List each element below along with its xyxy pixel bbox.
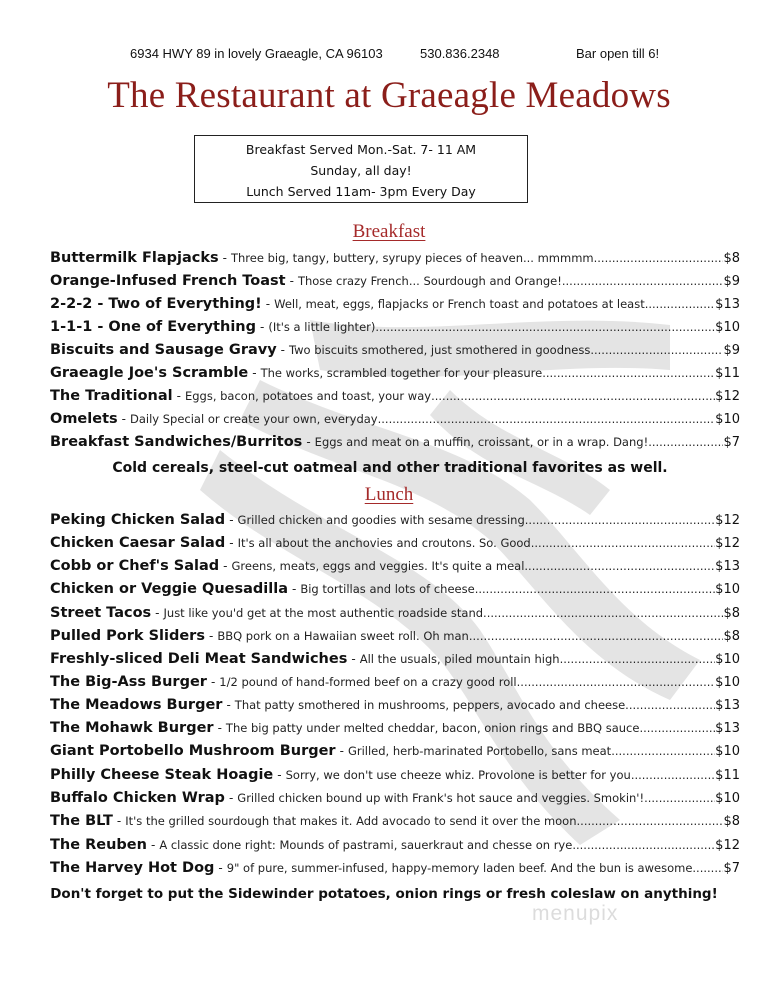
- item-description: Daily Special or create your own, everyday: [129, 412, 378, 426]
- item-name: Cobb or Chef's Salad: [50, 558, 220, 574]
- item-price: $10: [715, 675, 740, 690]
- item-description: All the usuals, piled mountain high: [359, 652, 560, 666]
- menu-item: Orange-Infused French Toast - Those crazy French... Sourdough and Orange! ..... $9: [50, 273, 740, 295]
- item-description: 1/2 pound of hand-formed beef on a crazy good roll: [219, 675, 517, 689]
- hours-line-breakfast: Breakfast Served Mon.-Sat. 7- 11 AM: [245, 142, 477, 157]
- item-description: Two biscuits smothered, just smothered in goodness: [289, 343, 591, 357]
- item-description: 9" of pure, summer-infused, happy-memory laden beef. And the bun is awesome: [226, 861, 693, 875]
- item-price: $10: [715, 744, 740, 759]
- item-name: The Mohawk Burger: [50, 720, 214, 736]
- restaurant-title: The Restaurant at Graeagle Meadows: [107, 75, 671, 116]
- item-description: (It's a little lighter): [268, 320, 376, 334]
- breakfast-note: Cold cereals, steel-cut oatmeal and other traditional favorites as well.: [112, 460, 668, 476]
- item-price: $13: [715, 297, 740, 312]
- item-name: The Traditional: [50, 388, 173, 404]
- menu-item: 2-2-2 - Two of Everything! - Well, meat, eggs, flapjacks or French toast and potatoes at least ..... $13: [50, 296, 740, 318]
- item-price: $13: [715, 559, 740, 574]
- menu-item: The Mohawk Burger - The big patty under melted cheddar, bacon, onion rings and BBQ sauce ..... $13: [50, 720, 740, 742]
- item-name: Omelets: [50, 411, 118, 427]
- menu-item: Peking Chicken Salad - Grilled chicken and goodies with sesame dressing ..... $12: [50, 512, 740, 534]
- item-name: The Meadows Burger: [50, 697, 223, 713]
- hours-line-lunch: Lunch Served 11am- 3pm Every Day: [246, 184, 476, 199]
- item-description: Greens, meats, eggs and veggies. It's quite a meal: [231, 559, 525, 573]
- lunch-heading: Lunch: [364, 484, 414, 505]
- item-description: The big patty under melted cheddar, bacon, onion rings and BBQ sauce: [225, 721, 640, 735]
- item-description: A classic done right: Mounds of pastrami, sauerkraut and chesse on rye: [159, 838, 573, 852]
- menu-item: The Meadows Burger - That patty smothered in mushrooms, peppers, avocado and cheese ..... $13: [50, 697, 740, 719]
- item-price: $13: [715, 698, 740, 713]
- menu-item: Chicken Caesar Salad - It's all about the anchovies and croutons. So. Good ..... $12: [50, 535, 740, 557]
- item-price: $12: [715, 838, 740, 853]
- menu-item: The Traditional - Eggs, bacon, potatoes and toast, your way ..... $12: [50, 388, 740, 410]
- menu-item: Buffalo Chicken Wrap - Grilled chicken bound up with Frank's hot sauce and veggies. Smokin'! ..... $10: [50, 790, 740, 812]
- breakfast-heading: Breakfast: [352, 221, 426, 242]
- menu-item: Cobb or Chef's Salad - Greens, meats, eggs and veggies. It's quite a meal ..... $13: [50, 558, 740, 580]
- menu-item: Breakfast Sandwiches/Burritos - Eggs and meat on a muffin, croissant, or in a wrap. Dang! ..... $7: [50, 434, 740, 456]
- watermark-text: menupix: [532, 902, 619, 925]
- item-description: Grilled chicken bound up with Frank's hot sauce and veggies. Smokin'!: [237, 791, 645, 805]
- item-name: Biscuits and Sausage Gravy: [50, 342, 277, 358]
- menu-item: The Big-Ass Burger - 1/2 pound of hand-formed beef on a crazy good roll ..... $10: [50, 674, 740, 696]
- item-price: $10: [715, 791, 740, 806]
- item-name: Graeagle Joe's Scramble: [50, 365, 249, 381]
- item-price: $8: [723, 606, 740, 621]
- item-name: Buffalo Chicken Wrap: [50, 790, 225, 806]
- item-name: Pulled Pork Sliders: [50, 628, 205, 644]
- item-price: $10: [715, 582, 740, 597]
- item-price: $12: [715, 536, 740, 551]
- item-name: Buttermilk Flapjacks: [50, 250, 219, 266]
- item-price: $8: [723, 629, 740, 644]
- item-description: The works, scrambled together for your pleasure: [260, 366, 543, 380]
- item-price: $13: [715, 721, 740, 736]
- item-name: Street Tacos: [50, 605, 152, 621]
- item-description: Grilled, herb-marinated Portobello, sans meat: [347, 744, 612, 758]
- item-price: $9: [723, 274, 740, 289]
- item-name: The BLT: [50, 813, 113, 829]
- item-description: It's the grilled sourdough that makes it. Add avocado to send it over the moon: [125, 814, 577, 828]
- item-description: Those crazy French... Sourdough and Orange!: [297, 274, 562, 288]
- item-name: Philly Cheese Steak Hoagie: [50, 767, 274, 783]
- item-description: It's all about the anchovies and croutons. So. Good: [237, 536, 531, 550]
- item-price: $10: [715, 412, 740, 427]
- item-description: Sorry, we don't use cheeze whiz. Provolone is better for you: [285, 768, 631, 782]
- menu-item: Giant Portobello Mushroom Burger - Grilled, herb-marinated Portobello, sans meat ..... $10: [50, 743, 740, 765]
- item-name: Peking Chicken Salad: [50, 512, 226, 528]
- menu-item: Graeagle Joe's Scramble - The works, scrambled together for your pleasure ..... $11: [50, 365, 740, 387]
- item-price: $8: [723, 251, 740, 266]
- item-description: Eggs and meat on a muffin, croissant, or in a wrap. Dang!: [314, 435, 649, 449]
- item-description: Grilled chicken and goodies with sesame dressing: [237, 513, 525, 527]
- item-description: Three big, tangy, buttery, syrupy pieces of heaven... mmmmm: [230, 251, 594, 265]
- item-price: $12: [715, 513, 740, 528]
- item-description: Big tortillas and lots of cheese: [300, 582, 475, 596]
- menu-item: Buttermilk Flapjacks - Three big, tangy, buttery, syrupy pieces of heaven... mmmmm ..... $8: [50, 250, 740, 272]
- item-name: 1-1-1 - One of Everything: [50, 319, 256, 335]
- menu-item: The Harvey Hot Dog - 9" of pure, summer-infused, happy-memory laden beef. And the bun is awesome ..... $7: [50, 860, 740, 882]
- item-price: $7: [723, 861, 740, 876]
- phone-number: 530.836.2348: [420, 46, 500, 61]
- menu-item: 1-1-1 - One of Everything - (It's a little lighter) ..... $10: [50, 319, 740, 341]
- menu-item: Biscuits and Sausage Gravy - Two biscuits smothered, just smothered in goodness ..... $9: [50, 342, 740, 364]
- item-price: $7: [723, 435, 740, 450]
- item-price: $10: [715, 320, 740, 335]
- item-name: The Big-Ass Burger: [50, 674, 207, 690]
- item-price: $12: [715, 389, 740, 404]
- menu-item: Pulled Pork Sliders - BBQ pork on a Hawaiian sweet roll. Oh man ..... $8: [50, 628, 740, 650]
- item-price: $8: [723, 814, 740, 829]
- item-name: 2-2-2 - Two of Everything!: [50, 296, 262, 312]
- item-price: $10: [715, 652, 740, 667]
- hours-box: [194, 135, 528, 203]
- item-price: $9: [723, 343, 740, 358]
- lunch-note: Don't forget to put the Sidewinder potatoes, onion rings or fresh coleslaw on anything!: [50, 886, 718, 902]
- hours-line-sunday: Sunday, all day!: [310, 163, 412, 178]
- item-name: Freshly-sliced Deli Meat Sandwiches: [50, 651, 348, 667]
- menu-item: The Reuben - A classic done right: Mounds of pastrami, sauerkraut and chesse on rye ..... $12: [50, 837, 740, 859]
- item-description: Eggs, bacon, potatoes and toast, your way: [184, 389, 432, 403]
- item-description: That patty smothered in mushrooms, peppers, avocado and cheese: [234, 698, 626, 712]
- item-description: BBQ pork on a Hawaiian sweet roll. Oh man: [217, 629, 469, 643]
- item-description: Just like you'd get at the most authentic roadside stand: [163, 606, 484, 620]
- menu-item: Omelets - Daily Special or create your own, everyday ..... $10: [50, 411, 740, 433]
- menu-item: Street Tacos - Just like you'd get at the most authentic roadside stand ..... $8: [50, 605, 740, 627]
- item-name: The Harvey Hot Dog: [50, 860, 215, 876]
- address-text: 6934 HWY 89 in lovely Graeagle, CA 96103: [130, 46, 383, 61]
- item-name: The Reuben: [50, 837, 147, 853]
- item-price: $11: [715, 768, 740, 783]
- item-name: Chicken Caesar Salad: [50, 535, 226, 551]
- item-name: Breakfast Sandwiches/Burritos: [50, 434, 303, 450]
- item-description: Well, meat, eggs, flapjacks or French toast and potatoes at least: [274, 297, 645, 311]
- item-price: $11: [715, 366, 740, 381]
- bar-hours-text: Bar open till 6!: [576, 46, 660, 61]
- menu-item: The BLT - It's the grilled sourdough that makes it. Add avocado to send it over the moon ..... $8: [50, 813, 740, 835]
- menu-item: Chicken or Veggie Quesadilla - Big tortillas and lots of cheese ..... $10: [50, 581, 740, 603]
- item-name: Chicken or Veggie Quesadilla: [50, 581, 288, 597]
- item-name: Orange-Infused French Toast: [50, 273, 286, 289]
- menu-item: Philly Cheese Steak Hoagie - Sorry, we don't use cheeze whiz. Provolone is better for you ..... $11: [50, 767, 740, 789]
- item-name: Giant Portobello Mushroom Burger: [50, 743, 336, 759]
- menu-item: Freshly-sliced Deli Meat Sandwiches - All the usuals, piled mountain high ..... $10: [50, 651, 740, 673]
